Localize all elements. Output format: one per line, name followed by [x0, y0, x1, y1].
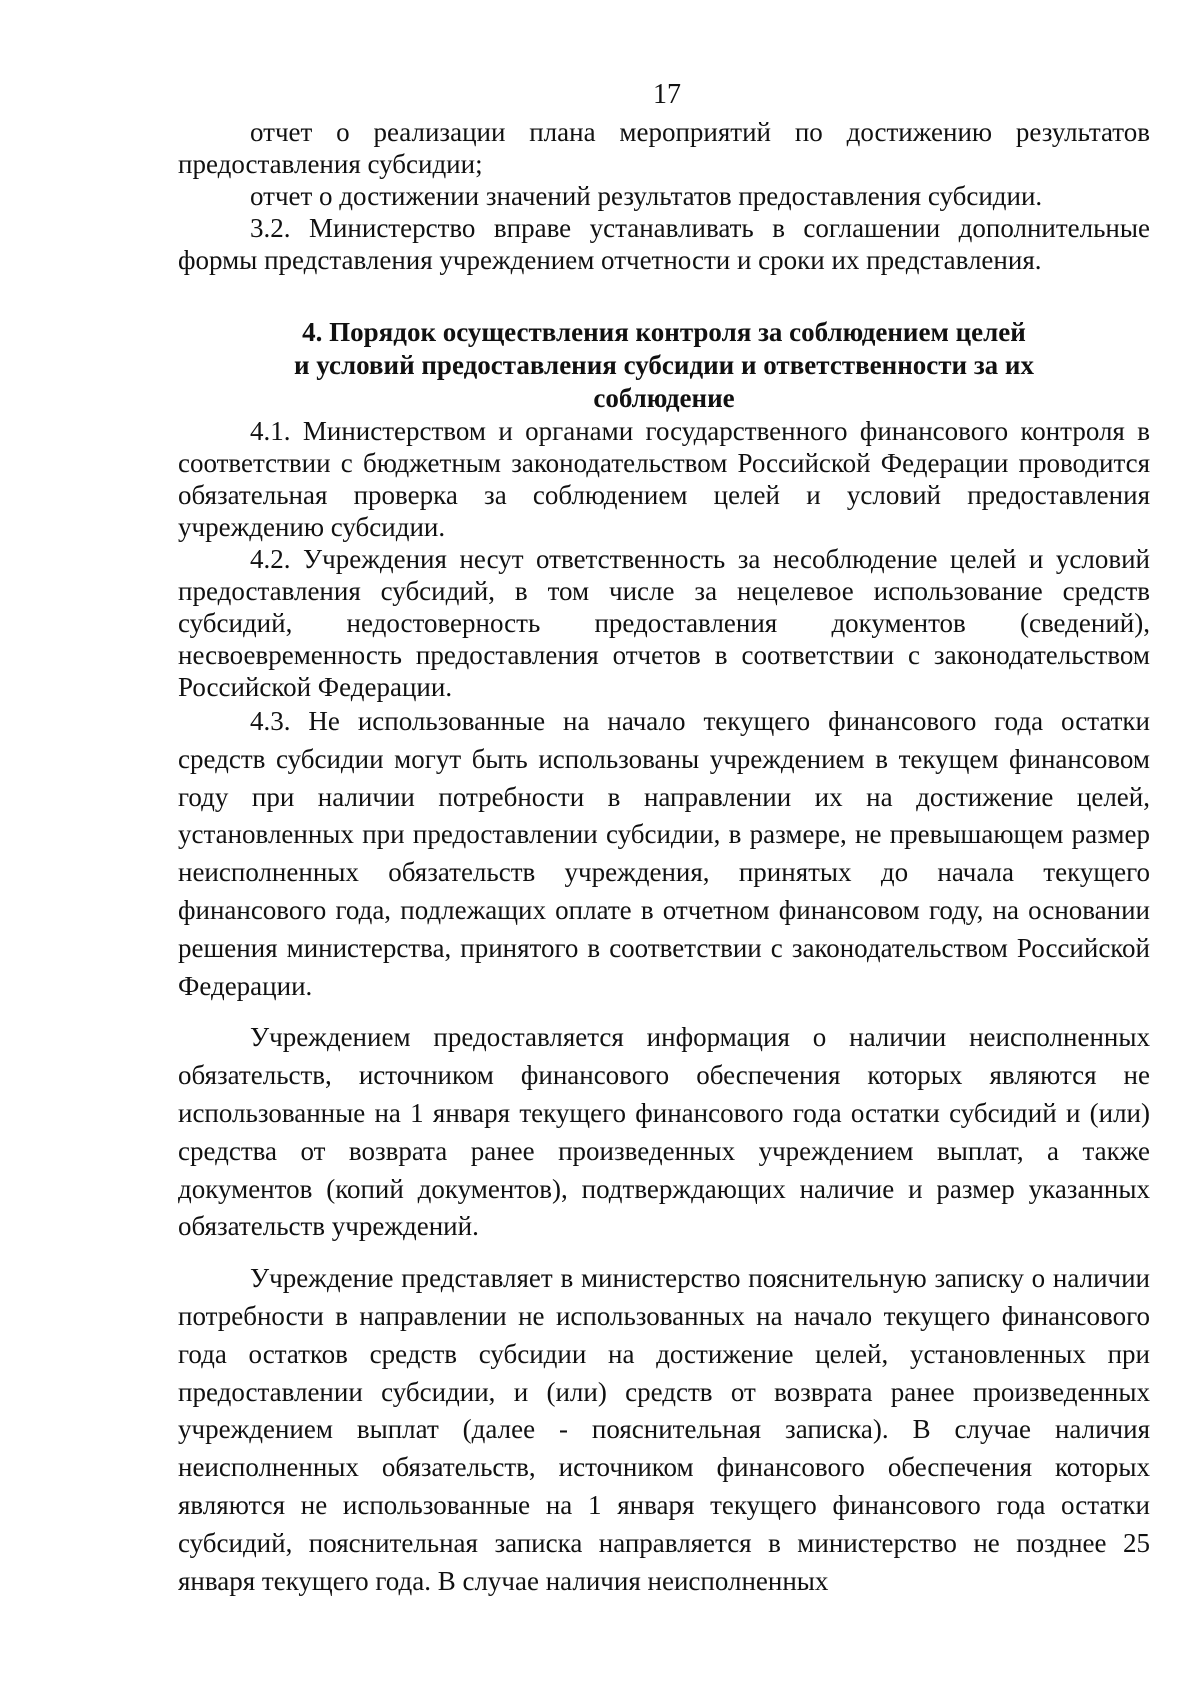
section-4-3-block [178, 703, 1150, 1600]
paragraph-explanatory-note: Учреждение представляет в министерство пояснительную записку о наличии потребности в направлении не использованных на начало текущего финансового года остатков средств субсидии на достижение целей, установленных при предоставлении субсидии, и (или) средств от возврата ранее произведенных учреждением выплат (далее - пояснительная записка). В случае наличия неисполненных обязательств, источником финансового обеспечения которых являются не использованные на 1 января текущего финансового года остатки субсидий, пояснительная записка направляется в министерство не позднее 25 января текущего года. В случае наличия неисполненных [178, 1263, 1150, 1596]
page-number: 17 [653, 79, 681, 110]
paragraph-report-plan: отчет о реализации плана мероприятий по достижению результатов предоставления субсидии; [178, 117, 1150, 179]
paragraph-report-values: отчет о достижении значений результатов предоставления субсидии. [250, 181, 1043, 211]
section-heading-line-1: 4. Порядок осуществления контроля за соблюдением целей [302, 317, 1026, 347]
section-4-body [178, 415, 1150, 703]
paragraph-information: Учреждением предоставляется информация о наличии неисполненных обязательств, источником финансового обеспечения которых являются не использованные на 1 января текущего финансового года остатки субсидий и (или) средства от возврата ранее произведенных учреждением выплат, а также документов (копий документов), подтверждающих наличие и размер указанных обязательств учреждений. [178, 1022, 1150, 1242]
paragraph-3-2: 3.2. Министерство вправе устанавливать в соглашении дополнительные формы представления учреждением отчетности и сроки их представления. [178, 213, 1150, 275]
section-4-heading [178, 316, 1150, 415]
paragraph-4-2: 4.2. Учреждения несут ответственность за несоблюдение целей и условий предоставления субсидий, в том числе за нецелевое использование средств субсидий, недостоверность предоставления документов (сведений), несвоевременность предоставления отчетов в соответствии с законодательством Российской Федерации. [178, 544, 1150, 702]
intro-block [178, 116, 1150, 276]
paragraph-4-1: 4.1. Министерством и органами государственного финансового контроля в соответствии с бюджетным законодательством Российской Федерации проводится обязательная проверка за соблюдением целей и условий предоставления учреждению субсидии. [178, 416, 1150, 542]
section-heading-line-2: и условий предоставления субсидии и ответственности за их [294, 350, 1034, 380]
document-page [178, 78, 1150, 1600]
paragraph-4-3: 4.3. Не использованные на начало текущего финансового года остатки средств субсидии могут быть использованы учреждением в текущем финансовом году при наличии потребности в направлении их на достижение целей, установленных при предоставлении субсидии, в размере, не превышающем размер неисполненных обязательств учреждения, принятых до начала текущего финансового года, подлежащих оплате в отчетном финансовом году, на основании решения министерства, принятого в соответствии с законодательством Российской Федерации. [178, 706, 1150, 1001]
paragraph-gap [178, 1005, 1150, 1019]
section-heading-line-3: соблюдение [593, 383, 735, 413]
paragraph-gap [178, 1246, 1150, 1260]
